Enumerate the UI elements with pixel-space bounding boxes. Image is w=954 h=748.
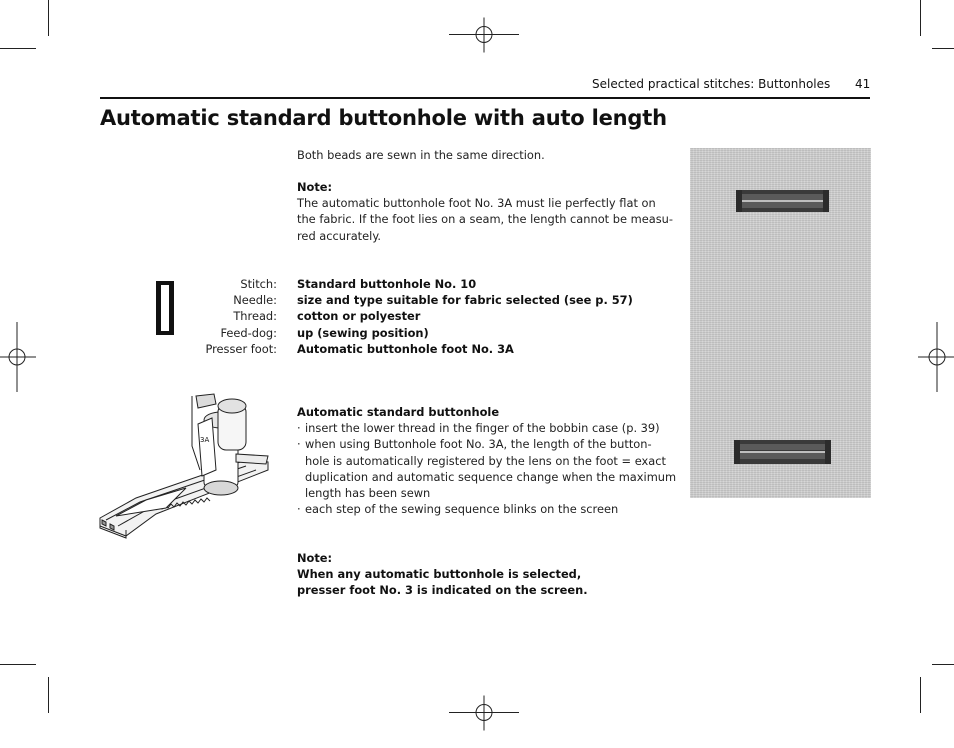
setting-value: Standard buttonhole No. 10 xyxy=(297,277,477,291)
list-item-line: hole is automatically registered by the lens on the foot = exact xyxy=(305,453,666,468)
crop-mark xyxy=(48,677,49,713)
note-line: When any automatic buttonhole is selected, xyxy=(297,567,582,582)
buttonhole-samples xyxy=(690,148,871,498)
list-item-line: · when using Buttonhole foot No. 3A, the length of the button- xyxy=(305,437,652,452)
note-line: presser foot No. 3 is indicated on the screen. xyxy=(297,583,588,598)
crop-mark xyxy=(932,48,954,49)
registration-mark-top xyxy=(449,0,519,70)
registration-mark-left xyxy=(0,322,36,392)
section-header: Selected practical stitches: Buttonholes xyxy=(592,77,831,91)
instructions-block xyxy=(297,404,677,517)
note-line: the fabric. If the foot lies on a seam, the length cannot be measu- xyxy=(297,212,673,227)
list-item-line: duplication and automatic sequence change when the maximum xyxy=(305,469,677,484)
note-line: red accurately. xyxy=(297,228,382,243)
header-rule xyxy=(100,97,870,99)
buttonhole-stitch-icon xyxy=(155,280,175,336)
registration-mark-right xyxy=(918,322,954,392)
setting-value: size and type suitable for fabric selected (see p. 57) xyxy=(297,293,633,308)
crop-mark xyxy=(932,664,954,665)
list-item xyxy=(297,420,677,436)
setting-value: cotton or polyester xyxy=(297,309,421,324)
setting-label: Feed-dog: xyxy=(220,325,277,340)
note-block xyxy=(297,179,677,244)
setting-label: Needle: xyxy=(233,293,277,308)
fabric-sample-photo xyxy=(690,148,871,498)
presser-foot-illustration xyxy=(96,390,272,542)
crop-mark xyxy=(48,0,49,36)
page-title: Automatic standard buttonhole with auto length xyxy=(100,106,667,130)
setting-value: Automatic buttonhole foot No. 3A xyxy=(297,341,514,356)
crop-mark xyxy=(0,664,36,665)
note-heading: Note: xyxy=(297,180,333,194)
instructions-list xyxy=(297,420,677,517)
settings-labels xyxy=(205,276,277,357)
foot-label: 3A xyxy=(200,436,210,444)
intro-line: Both beads are sewn in the same direction. xyxy=(297,148,545,162)
setting-value: up (sewing position) xyxy=(297,325,429,340)
setting-label: Thread: xyxy=(233,309,277,324)
list-item xyxy=(297,436,677,501)
list-item-line: length has been sewn xyxy=(305,486,431,501)
list-item-line: · insert the lower thread in the finger of the bobbin case (p. 39) xyxy=(305,421,660,436)
note-heading: Note: xyxy=(297,551,333,565)
setting-label: Presser foot: xyxy=(205,341,277,356)
settings-values xyxy=(297,276,633,357)
list-item xyxy=(297,501,677,517)
registration-mark-bottom xyxy=(449,678,519,748)
instructions-heading: Automatic standard buttonhole xyxy=(297,405,500,419)
list-item-line: · each step of the sewing sequence blinks on the screen xyxy=(305,502,619,517)
page-number: 41 xyxy=(855,77,871,91)
crop-mark xyxy=(920,0,921,36)
note-block-2 xyxy=(297,550,677,599)
intro-text xyxy=(297,147,677,163)
setting-label: Stitch: xyxy=(240,277,277,291)
crop-mark xyxy=(0,48,36,49)
crop-mark xyxy=(920,677,921,713)
note-line: The automatic buttonhole foot No. 3A must lie perfectly flat on xyxy=(297,196,656,211)
